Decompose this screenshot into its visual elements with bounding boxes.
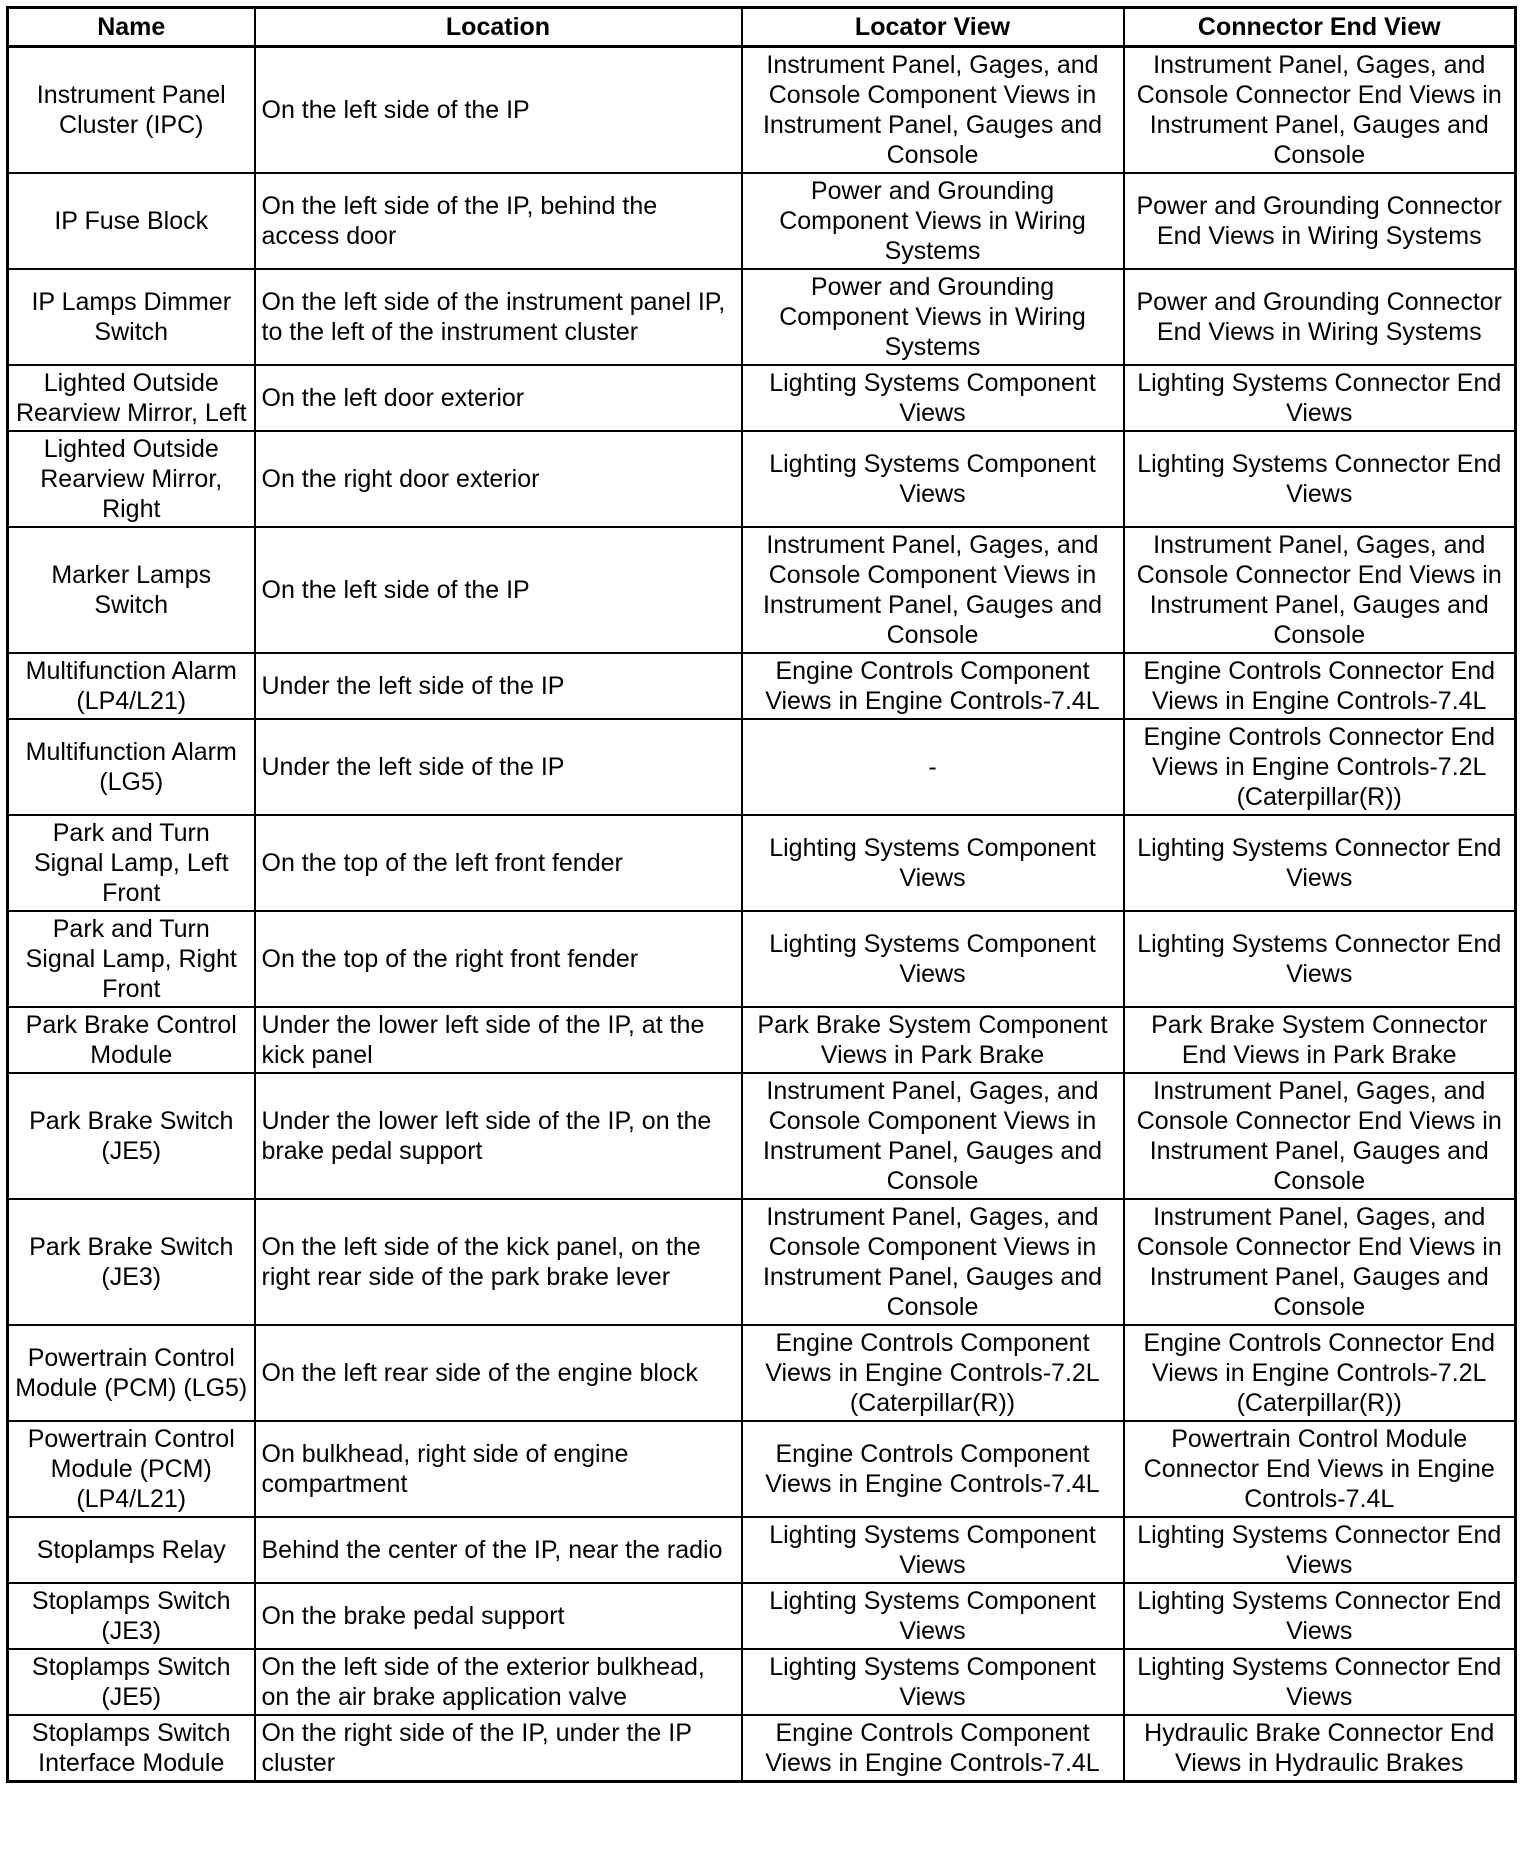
location-cell: On the brake pedal support	[255, 1583, 742, 1649]
component-name-cell: Instrument Panel Cluster (IPC)	[8, 47, 255, 174]
location-cell: On the top of the left front fender	[255, 815, 742, 911]
locator-view-cell: -	[742, 719, 1124, 815]
connector-end-view-cell: Power and Grounding Connector End Views in Wiring Systems	[1124, 269, 1516, 365]
location-cell: On the left side of the IP	[255, 47, 742, 174]
locator-view-cell: Lighting Systems Component Views	[742, 1583, 1124, 1649]
connector-end-view-cell: Park Brake System Connector End Views in Park Brake	[1124, 1007, 1516, 1073]
location-cell: On the left side of the kick panel, on the right rear side of the park brake lever	[255, 1199, 742, 1325]
table-row	[8, 1715, 1516, 1782]
connector-end-view-cell: Lighting Systems Connector End Views	[1124, 1649, 1516, 1715]
location-cell: On the left side of the IP	[255, 527, 742, 653]
location-cell: On the left rear side of the engine block	[255, 1325, 742, 1421]
locator-view-cell: Instrument Panel, Gages, and Console Component Views in Instrument Panel, Gauges and Console	[742, 1073, 1124, 1199]
locator-view-cell: Lighting Systems Component Views	[742, 431, 1124, 527]
table-row	[8, 1583, 1516, 1649]
connector-end-view-cell: Lighting Systems Connector End Views	[1124, 911, 1516, 1007]
header-row	[8, 8, 1516, 47]
table-row	[8, 911, 1516, 1007]
table-row	[8, 173, 1516, 269]
location-cell: Behind the center of the IP, near the radio	[255, 1517, 742, 1583]
locator-view-cell: Park Brake System Component Views in Park Brake	[742, 1007, 1124, 1073]
table-row	[8, 1649, 1516, 1715]
locator-view-cell: Instrument Panel, Gages, and Console Component Views in Instrument Panel, Gauges and Console	[742, 1199, 1124, 1325]
connector-end-view-cell: Engine Controls Connector End Views in Engine Controls-7.4L	[1124, 653, 1516, 719]
table-row	[8, 1199, 1516, 1325]
component-locator-table-sheet	[6, 6, 1514, 1783]
table-row	[8, 269, 1516, 365]
table-body	[8, 47, 1516, 1782]
component-name-cell: Marker Lamps Switch	[8, 527, 255, 653]
table-row	[8, 365, 1516, 431]
locator-view-cell: Engine Controls Component Views in Engine Controls-7.4L	[742, 1421, 1124, 1517]
location-cell: On the left side of the IP, behind the access door	[255, 173, 742, 269]
location-cell: Under the left side of the IP	[255, 653, 742, 719]
connector-end-view-cell: Lighting Systems Connector End Views	[1124, 431, 1516, 527]
table-row	[8, 1421, 1516, 1517]
locator-view-cell: Lighting Systems Component Views	[742, 911, 1124, 1007]
component-name-cell: Lighted Outside Rearview Mirror, Right	[8, 431, 255, 527]
component-name-cell: IP Fuse Block	[8, 173, 255, 269]
locator-view-cell: Engine Controls Component Views in Engine Controls-7.4L	[742, 653, 1124, 719]
location-cell: On the top of the right front fender	[255, 911, 742, 1007]
location-cell: Under the lower left side of the IP, at the kick panel	[255, 1007, 742, 1073]
component-name-cell: Stoplamps Switch (JE5)	[8, 1649, 255, 1715]
connector-end-view-cell: Engine Controls Connector End Views in Engine Controls-7.2L (Caterpillar(R))	[1124, 1325, 1516, 1421]
connector-end-view-cell: Powertrain Control Module Connector End Views in Engine Controls-7.4L	[1124, 1421, 1516, 1517]
table-header	[8, 8, 1516, 47]
table-row	[8, 653, 1516, 719]
component-name-cell: Stoplamps Switch Interface Module	[8, 1715, 255, 1782]
component-name-cell: Stoplamps Switch (JE3)	[8, 1583, 255, 1649]
location-cell: Under the lower left side of the IP, on the brake pedal support	[255, 1073, 742, 1199]
component-name-cell: Stoplamps Relay	[8, 1517, 255, 1583]
component-name-cell: Park and Turn Signal Lamp, Left Front	[8, 815, 255, 911]
header-connector-end-view: Connector End View	[1124, 8, 1516, 47]
location-cell: On the left side of the exterior bulkhead, on the air brake application valve	[255, 1649, 742, 1715]
connector-end-view-cell: Hydraulic Brake Connector End Views in Hydraulic Brakes	[1124, 1715, 1516, 1782]
locator-view-cell: Lighting Systems Component Views	[742, 365, 1124, 431]
component-name-cell: Park Brake Control Module	[8, 1007, 255, 1073]
locator-view-cell: Power and Grounding Component Views in Wiring Systems	[742, 269, 1124, 365]
table-row	[8, 1007, 1516, 1073]
component-name-cell: Park Brake Switch (JE3)	[8, 1199, 255, 1325]
locator-view-cell: Engine Controls Component Views in Engine Controls-7.4L	[742, 1715, 1124, 1782]
location-cell: On the left door exterior	[255, 365, 742, 431]
component-locator-table	[6, 6, 1517, 1783]
connector-end-view-cell: Lighting Systems Connector End Views	[1124, 1583, 1516, 1649]
locator-view-cell: Lighting Systems Component Views	[742, 815, 1124, 911]
component-name-cell: Park and Turn Signal Lamp, Right Front	[8, 911, 255, 1007]
locator-view-cell: Lighting Systems Component Views	[742, 1517, 1124, 1583]
connector-end-view-cell: Lighting Systems Connector End Views	[1124, 365, 1516, 431]
header-locator-view: Locator View	[742, 8, 1124, 47]
table-row	[8, 1517, 1516, 1583]
connector-end-view-cell: Lighting Systems Connector End Views	[1124, 1517, 1516, 1583]
locator-view-cell: Power and Grounding Component Views in Wiring Systems	[742, 173, 1124, 269]
component-name-cell: Lighted Outside Rearview Mirror, Left	[8, 365, 255, 431]
component-name-cell: Powertrain Control Module (PCM) (LG5)	[8, 1325, 255, 1421]
locator-view-cell: Instrument Panel, Gages, and Console Component Views in Instrument Panel, Gauges and Console	[742, 527, 1124, 653]
table-row	[8, 431, 1516, 527]
header-name: Name	[8, 8, 255, 47]
location-cell: On bulkhead, right side of engine compartment	[255, 1421, 742, 1517]
location-cell: On the right door exterior	[255, 431, 742, 527]
locator-view-cell: Lighting Systems Component Views	[742, 1649, 1124, 1715]
table-row	[8, 527, 1516, 653]
component-name-cell: IP Lamps Dimmer Switch	[8, 269, 255, 365]
table-row	[8, 1325, 1516, 1421]
location-cell: On the right side of the IP, under the IP cluster	[255, 1715, 742, 1782]
connector-end-view-cell: Lighting Systems Connector End Views	[1124, 815, 1516, 911]
connector-end-view-cell: Instrument Panel, Gages, and Console Connector End Views in Instrument Panel, Gauges and Console	[1124, 1199, 1516, 1325]
component-name-cell: Powertrain Control Module (PCM) (LP4/L21)	[8, 1421, 255, 1517]
location-cell: On the left side of the instrument panel IP, to the left of the instrument cluster	[255, 269, 742, 365]
table-row	[8, 47, 1516, 174]
table-row	[8, 815, 1516, 911]
connector-end-view-cell: Instrument Panel, Gages, and Console Connector End Views in Instrument Panel, Gauges and Console	[1124, 47, 1516, 174]
locator-view-cell: Instrument Panel, Gages, and Console Component Views in Instrument Panel, Gauges and Console	[742, 47, 1124, 174]
component-name-cell: Multifunction Alarm (LP4/L21)	[8, 653, 255, 719]
connector-end-view-cell: Power and Grounding Connector End Views in Wiring Systems	[1124, 173, 1516, 269]
table-row	[8, 719, 1516, 815]
header-location: Location	[255, 8, 742, 47]
connector-end-view-cell: Engine Controls Connector End Views in Engine Controls-7.2L (Caterpillar(R))	[1124, 719, 1516, 815]
location-cell: Under the left side of the IP	[255, 719, 742, 815]
connector-end-view-cell: Instrument Panel, Gages, and Console Connector End Views in Instrument Panel, Gauges and Console	[1124, 1073, 1516, 1199]
component-name-cell: Park Brake Switch (JE5)	[8, 1073, 255, 1199]
component-name-cell: Multifunction Alarm (LG5)	[8, 719, 255, 815]
connector-end-view-cell: Instrument Panel, Gages, and Console Connector End Views in Instrument Panel, Gauges and Console	[1124, 527, 1516, 653]
table-row	[8, 1073, 1516, 1199]
locator-view-cell: Engine Controls Component Views in Engine Controls-7.2L (Caterpillar(R))	[742, 1325, 1124, 1421]
